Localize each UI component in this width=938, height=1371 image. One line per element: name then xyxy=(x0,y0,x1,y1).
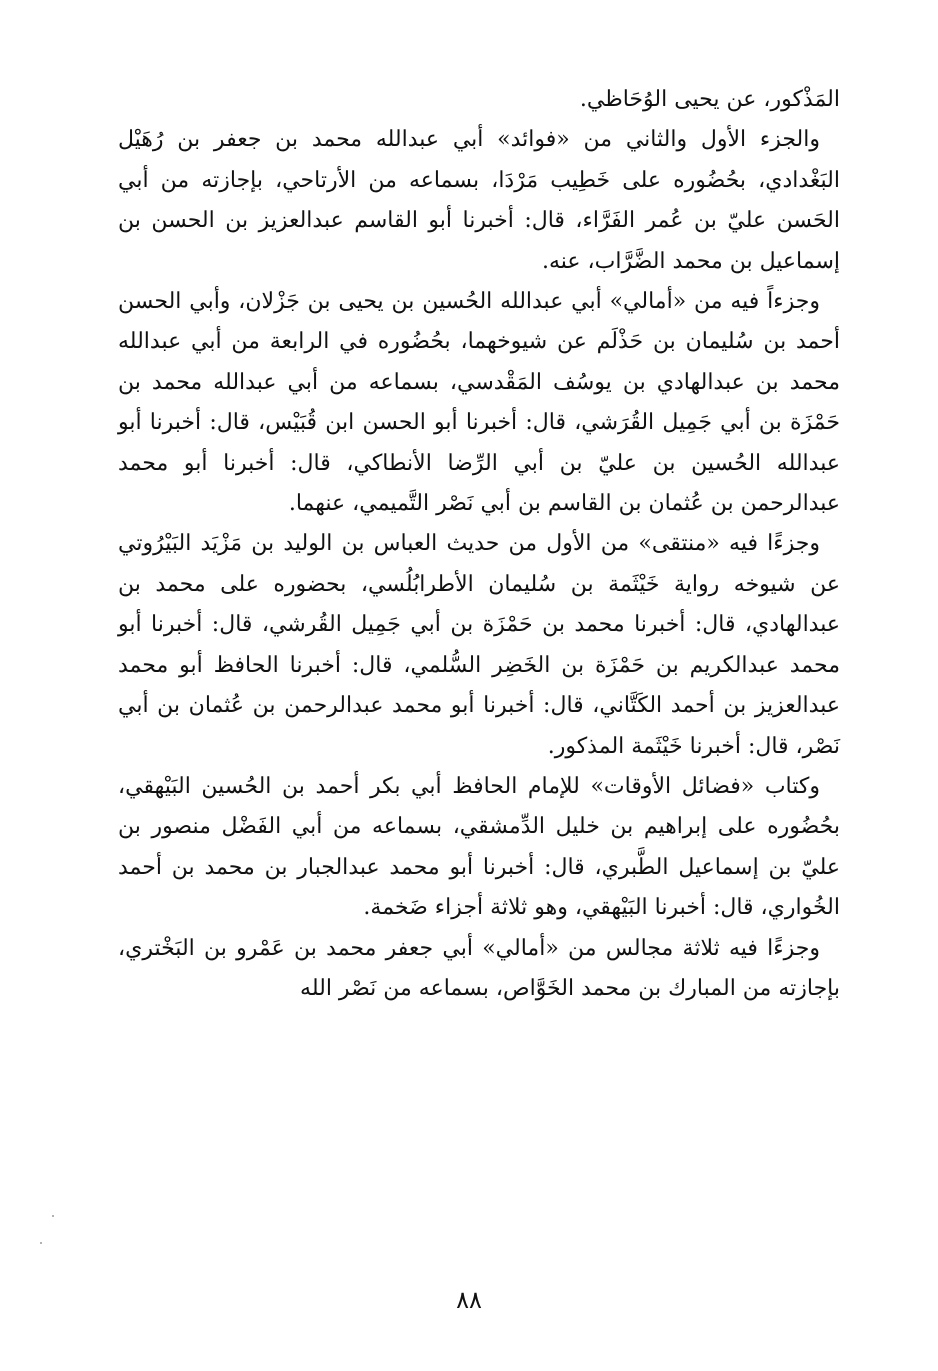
page-number: ٨٨ xyxy=(456,1286,482,1314)
scan-speck xyxy=(52,1215,54,1217)
body-text xyxy=(118,80,840,1009)
paragraph-fawaid: والجزء الأول والثاني من «فوائد» أبي عبدالله محمد بن جعفر بن رُهَيْل البَغْدادي، بحُضُوره على خَطِيب مَرْدَا، بسماعه من الأرتاحي، بإجازته من أبي الحَسن عليّ بن عُمر الفَرَّاء، قال: أخبرنا أبو القاسم عبدالعزيز بن الحسن بن إسماعيل بن محمد الضَّرَّاب، عنه. xyxy=(118,127,840,274)
paragraph-amali-bakhtari: وجزءًا فيه ثلاثة مجالس من «أمالي» أبي جعفر محمد بن عَمْرو بن البَخْتري، بإجازته من المبارك بن محمد الخَوَّاص، بسماعه من نَصْر الله xyxy=(118,935,840,1001)
paragraph-amali-jazlan: وجزءاً فيه من «أمالي» أبي عبدالله الحُسين بن يحيى بن جَزْلان، وأبي الحسن أحمد بن سُليمان بن حَذْلَم عن شيوخهما، بحُضُوره في الرابعة من أبي عبدالله محمد بن عبدالهادي بن يوسُف المَقْدسي، بسماعه من أبي عبدالله محمد بن حَمْزَة بن أبي جَمِيل القُرَشي، قال: أخبرنا أبو الحسن ابن قُبَيْس، قال: أخبرنا أبو عبدالله الحُسين بن عليّ بن أبي الرِّضا الأنطاكي، قال: أخبرنا أبو محمد عبدالرحمن بن عُثمان بن القاسم بن أبي نَصْر التَّميمي، عنهما. xyxy=(118,289,840,517)
paragraph-continuation: المَذْكور، عن يحيى الوُحَاظي. xyxy=(579,87,840,112)
scan-speck xyxy=(40,1242,42,1244)
paragraph-fadail-awqat: وكتاب «فضائل الأوقات» للإمام الحافظ أبي بكر أحمد بن الحُسين البَيْهقي، بحُضُوره على إبراهيم بن خليل الدِّمشقي، بسماعه من أبي الفَضْل منصور بن عليّ بن إسماعيل الطَّبري، قال: أخبرنا أبو محمد عبدالجبار بن محمد بن أحمد الخُواري، قال: أخبرنا البَيْهقي، وهو ثلاثة أجزاء ضَخمة. xyxy=(118,773,840,921)
paragraph-muntaqa: وجزءًا فيه «منتقى» من الأول من حديث العباس بن الوليد بن مَزْيَد البَيْرُوتي عن شيوخه رواية خَيْثَمة بن سُليمان الأطرابُلُسي، بحضوره على محمد بن عبدالهادي، قال: أخبرنا محمد بن حَمْزَة بن أبي جَمِيل القُرشي، قال: أخبرنا أبو محمد عبدالكريم بن حَمْزَة بن الخَضِر السُّلمي، قال: أخبرنا الحافظ أبو محمد عبدالعزيز بن أحمد الكَتَّاني، قال: أخبرنا أبو محمد عبدالرحمن بن عُثمان بن أبي نَصْر، قال: أخبرنا خَيْثَمة المذكور. xyxy=(118,531,840,759)
